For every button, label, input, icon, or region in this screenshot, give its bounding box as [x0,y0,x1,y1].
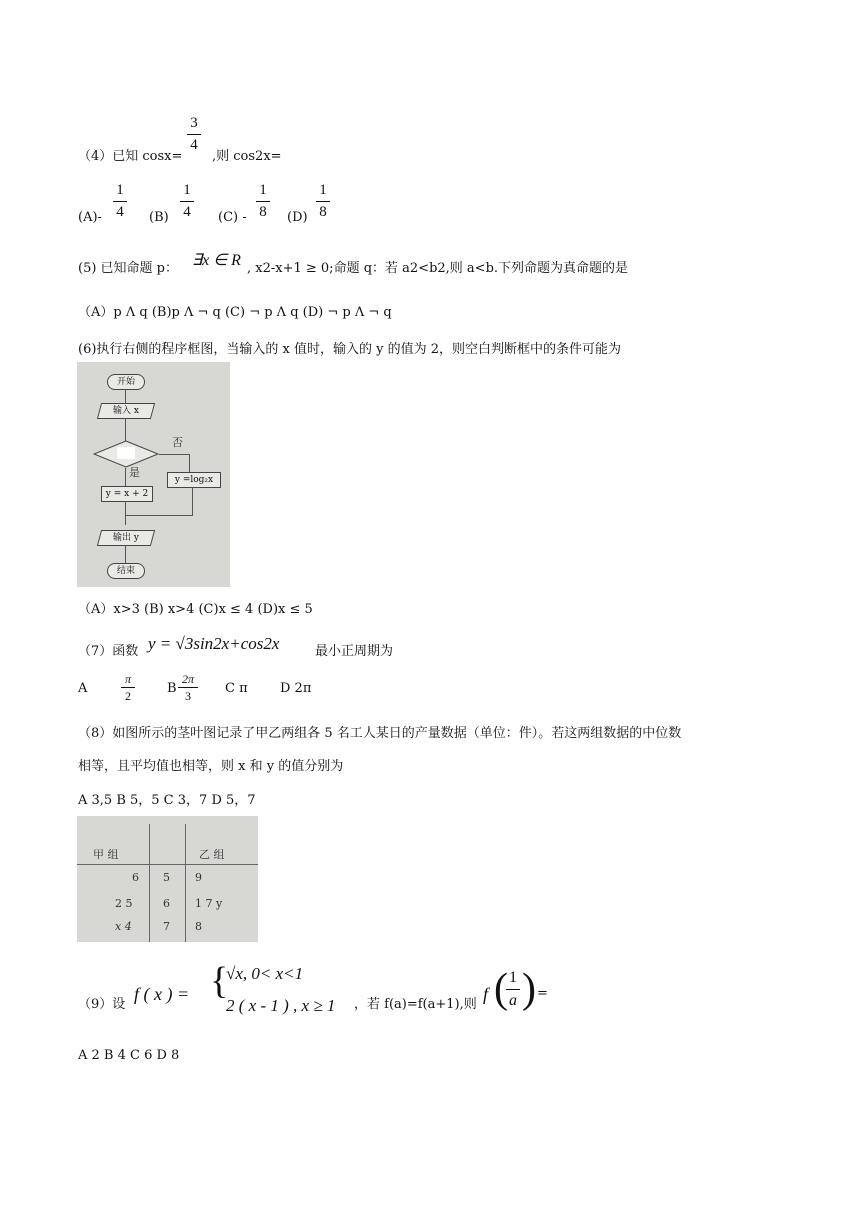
q4-option-b-den: 4 [183,204,191,220]
stemleaf-row2-stem: 6 [163,897,170,910]
q7-formula: y = √3sin2x+cos2x [148,634,280,653]
q4-option-c-label: (C) - [218,210,247,225]
q9-stem-mid: ，若 f(a)=f(a+1),则 [354,997,477,1012]
q4-option-b-num: 1 [183,182,191,198]
q4-fraction [187,116,201,153]
q4-option-c-fraction [256,183,270,220]
q5-stem-prefix: (5) 已知命题 p： [78,261,179,276]
q8-stem-line1: （8）如图所示的茎叶图记录了甲乙两组各 5 名工人某日的产量数据（单位：件）。若这两组数据的中位数 [78,726,682,741]
q9-function-def: f ( x ) = [134,984,190,1004]
flow-yes-label: 是 [129,466,140,479]
q9-frac-num: 1 [509,969,517,986]
q5-exists-formula: ∃x ∈ R [192,252,241,269]
stem-leaf-figure [77,816,258,942]
q8-stem-line2: 相等，且平均值也相等，则 x 和 y 的值分别为 [78,759,344,774]
q5-stem-mid: , x2-x+1 ≥ 0;命题 q：若 a2<b2,则 a<b.下列命题为真命题的是 [247,261,629,276]
flow-input [97,403,155,419]
q7-option-b-num: 2π [181,672,194,686]
q8-options: A 3,5 B 5，5 C 3，7 D 5，7 [78,793,256,808]
q6-options: （A）x>3 (B) x>4 (C)x ≤ 4 (D)x ≤ 5 [78,602,313,617]
q4-option-c-den: 8 [259,204,267,220]
q4-option-c-num: 1 [259,182,267,198]
q4-option-d-label: (D) [287,210,308,225]
q9-equals: = [537,986,548,1001]
stemleaf-row2-left: 2 5 [115,897,133,910]
q4-frac-den: 4 [190,137,198,153]
q9-brace: { [210,960,229,1002]
q4-option-d-num: 1 [319,182,327,198]
stemleaf-row1-right: 9 [195,871,202,884]
q4-option-b-label: (B) [149,210,169,225]
stemleaf-row1-left: 6 [132,871,139,884]
stemleaf-header-left: 甲 组 [93,848,119,861]
q9-case2: 2 ( x - 1 ) , x ≥ 1 [226,996,336,1015]
q4-option-a-label: (A)- [78,210,102,225]
flow-output-label: 输出 y [113,533,139,543]
q7-option-a-label: A [78,681,88,696]
flow-right-box: y =log₂x [167,472,221,488]
q7-stem-suffix: 最小正周期为 [315,644,394,659]
q4-option-a-fraction [113,183,127,220]
q7-option-a-den: 2 [125,689,131,703]
q9-options: A 2 B 4 C 6 D 8 [78,1048,180,1063]
stemleaf-row3-left: x 4 [115,920,132,933]
q4-stem-prefix: （4）已知 cosx= [78,149,183,164]
q7-stem-prefix: （7）函数 [78,644,139,659]
stemleaf-row1-stem: 5 [163,871,170,884]
q7-option-a-fraction [121,673,135,702]
q7-option-c: C π [225,681,248,696]
q9-fraction [506,970,520,1009]
stemleaf-row3-stem: 7 [163,920,170,933]
q7-option-a-num: π [124,672,131,686]
q4-option-b-fraction [180,183,194,220]
flow-left-box: y = x + 2 [101,486,153,502]
q9-case1: √x, 0< x<1 [226,964,304,983]
stemleaf-row3-right: 8 [195,920,202,933]
q4-option-a-num: 1 [116,182,124,198]
flow-start: 开始 [107,374,145,390]
stemleaf-header-right: 乙 组 [199,848,225,861]
q9-frac-den: a [509,992,517,1009]
stemleaf-row2-right: 1 7 y [195,897,223,910]
q9-left-paren: ( [494,966,508,1012]
q9-right-paren: ) [522,966,536,1012]
q4-option-d-fraction [316,183,330,220]
flow-input-label: 输入 x [113,406,139,416]
q4-option-a-den: 4 [116,204,124,220]
flowchart-figure [77,362,230,587]
q9-stem-prefix: （9）设 [78,997,126,1012]
q4-option-d-den: 8 [319,204,327,220]
flow-output [97,530,155,546]
q5-options: （A）p Λ q (B)p Λ ¬ q (C) ¬ p Λ q (D) ¬ p Λ ¬ q [78,305,392,320]
q9-f-call: f [483,984,489,1004]
flow-decision-diamond [93,440,159,468]
q4-stem-suffix: ,则 cos2x= [212,149,282,164]
q7-option-b-label: B [167,681,177,696]
q4-frac-num: 3 [190,115,198,131]
flow-no-label: 否 [172,436,183,449]
flow-end: 结束 [107,563,145,579]
q7-option-b-den: 3 [185,689,191,703]
q7-option-d: D 2π [280,681,312,696]
q7-option-b-fraction [178,673,198,702]
q6-stem: (6)执行右侧的程序框图，当输入的 x 值时，输入的 y 的值为 2，则空白判断框中的条件可能为 [78,342,622,357]
